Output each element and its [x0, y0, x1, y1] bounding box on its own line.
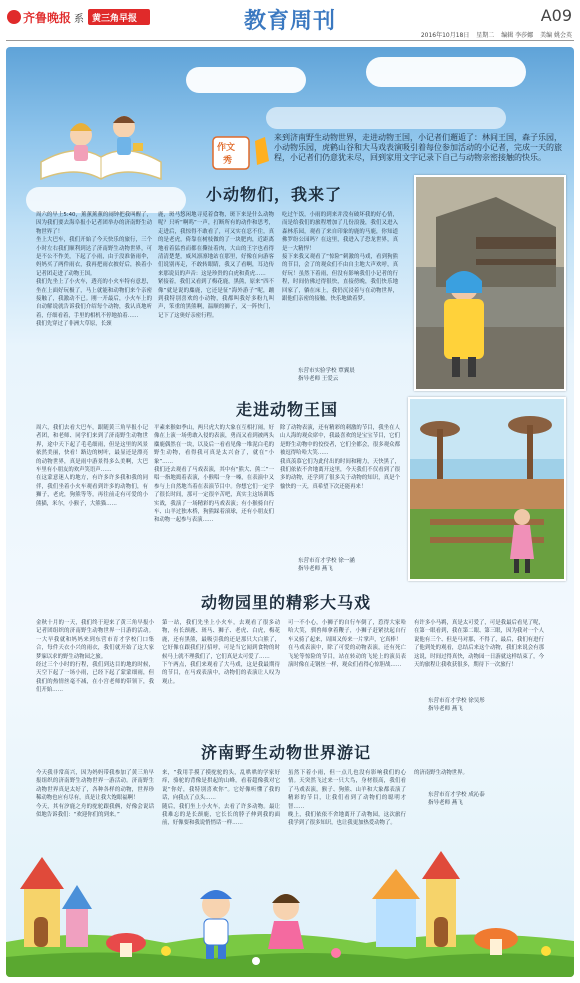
cloud-decoration — [266, 107, 506, 129]
article-1-col-2: 鹿，斑马悠闲地寻觅着食物，斑下来是什么动物呢？只听“啊呜”一声，打断所有的动作和思考，走进后，我惊得不敢看了，可又实在忍不住，真的是老虎，倚靠在树枝做的了一块肥肉，近距离地看着猛兽而都在撕扯着肉，大山的王字也看得清清楚楚，威风凛凛地站在那里，好像在向游客们说别再走，不敢转眼睛，我又了看啊，耳边传来那说员的声音：这是珍贵的白虎和黄虎…… 紧接着，我们又看到了梅花鹿，黑熊，原来“四不像”就是说的麋鹿，它还是征“海外游子”呢，蹦到我特别喜欢的小动物，我都叫我好多粉九叫声，笨重的黑熊啊，温顺的狮子，又一阵快门，记下了这奥好亲密行程。 — [158, 212, 274, 319]
masthead-rule — [6, 40, 574, 41]
author-name: 东营市育才学校 徐一涵 — [298, 558, 355, 564]
cloud-decoration — [366, 57, 526, 87]
article-title-1: 小动物们，我来了 — [206, 185, 343, 204]
article-3-byline — [428, 697, 485, 713]
article-3-col-2: 第一站，我们先坐上小火车，去观看了很多动物，有长颈鹿、斑马、狮子、老虎、白虎，梅花鹿，还有黑熊，最吸引我的还是那只大白熊了，它好像在跟我们打招呼，可是当它闻到食物的时候马上就不理我们了，它们真是太可爱了…… 下午两点，我们来观看了大马戏，这是我最期待的节目，在马戏表演中，动物们的表演让人叹为观止。 — [162, 620, 280, 685]
teacher-name: 指导老师 燕飞 — [428, 706, 463, 712]
article-4-col-3: 虽然下着小雨，但一点儿也没有影响我们的心情。天突然飞过来一只大鸟，身材很高，我们看了马戏表演，猴子、狗熊、山羊和大象都表演了精彩的节目，让我们看到了动物们的聪明才智…… 晚上，我们依依不舍地离开了动物园，这次旅行我学到了很多知识，也让我更加热爱动物了。 — [288, 770, 406, 827]
intro-badge — [211, 133, 271, 173]
svg-text:齐鲁晚报: 齐鲁晚报 — [23, 11, 72, 25]
author-name: 东营市实验学校 覃翼晨 — [298, 368, 355, 374]
article-2-col-2: 平素来猴如季山，两只虎大的大象在互相打闹，好像在上演一场勇敢入侵的表演，勇而又看到被两头麋鹿偶然在一块，以及后一看看见像一堆泥白毛的野生动物，看得我可真是太兴奋了，就在“小象”…… 我们还去观看了马戏表演，其中有“熊大、熊二”一唱一指地捣着表演，小猴唱一身一嗓，在表演中又参与上自然地当着在表演节目中。你想它们一定学了很长时间，那可一定很辛苦吧，真实主这场训练实战，我演了一场精彩的马戏表演；有小猴骑自行车、山羊过独木桥，狗熊踩着滚球，还有小朋友们和动物一起参与表演…… — [154, 425, 274, 524]
issue-weekday: 星期二 — [476, 32, 495, 39]
article-4-col-1: 今天我非常高兴，因为妈妈带我参加了黄三角早报组织的济南野生动物世界一游活动。济南野生动物世界真是太好了，各种各样的动物，世界珍稀动物也应有尽有，真是让我大饱眼福啊！ 今天，其有汐鹿之舟的驼驼跟我俩，好像会说话似地告诉我们：“欢迎你们的到来。” — [36, 770, 154, 819]
author-name: 东营市育才学校 徐吴彤 — [428, 698, 485, 704]
bottom-illustration — [6, 847, 574, 977]
article-4-byline — [428, 791, 485, 807]
cloud-decoration — [26, 187, 186, 213]
brand-logo-graphic — [6, 6, 156, 28]
article-2-photo — [408, 397, 566, 581]
svg-text:秀: 秀 — [223, 156, 233, 166]
brand-logo — [6, 6, 156, 28]
article-3-col-3: 可一不小心，小狮子的自行车倒了，惹得大家哈哈大笑，驯兽师拿着鞭子，小狮子赶紧扶起自行车又骑了起来，周围又传来一片掌声，它真棒！ 在马戏表演中，除了可爱的动物表演，还有死亡飞轮等惊险的节目，站在转动的飞轮上的演员表演时像在走钢丝一样，观众们看得心惊胆战…… — [288, 620, 406, 669]
issue-info — [416, 30, 572, 39]
article-title-2: 走进动物王国 — [236, 400, 339, 419]
article-2-col-1: 周六，我们去看大巴车，跟随黄三角早报小记者团，和老师、同学们来到了济南野生动物世界，途中天下起了毛毛细雨，但是这里的风景依然美丽，快看！路边的树叶，最显还是漂亮的动物世界，真是雨中游景得多么美啊，大巴车里有小朋友的欢声笑语声…… 在这蒙意迷人的地方，有许多许多我和我的同伴，我们坐着小火车观看到许多的动物们，有狮子，老虎，狗熊等等，再往前走有可爱的小熊猫，米尔，小猴子，大熊猫…… — [36, 425, 148, 507]
author-name: 东营市育才学校 成沁泰 — [428, 792, 485, 798]
content-panel — [6, 47, 574, 977]
svg-text:黄三角早报: 黄三角早报 — [92, 14, 138, 24]
designer-credit: 美编 姚会英 — [540, 32, 572, 39]
issue-date: 2016年10月18日 — [420, 32, 470, 39]
article-3-col-1: 金秋十月的一天，我们终于迎来了黄三角早报小记者团组织的济南野生动物世界一日游的活动。一大早我就和妈妈来到东营市育才学校门口集合，每件天衣小兴的雨衣，我们就开始了这大家梦寐以求的野生动物园之旅。 经过三个小时的行程，我们到达目的地的时候，天空下起了一场小雨，已经下起了蒙蒙细雨，但我们的热情丝毫不减，在小宫老师的带领下，我们开始…… — [36, 620, 154, 694]
masthead — [0, 0, 580, 44]
intro-paragraph: 来到济南野生动物世界，走进动物王国，小记者们邂逅了：林间王国，森子乐园，小动物乐园，虎鹤山谷和大马戏表演吸引着每位参加活动的小记者，完成一天的旅程，小记者们仍意犹未尽，回到家用文字记录下自己与动物亲密接触的快乐。 — [274, 133, 562, 162]
article-title-3: 动物园里的精彩大马戏 — [201, 593, 372, 612]
article-1-photo — [414, 175, 566, 391]
editor-credit: 编辑 李莎娜 — [501, 32, 534, 39]
teacher-name: 指导老师 燕飞 — [428, 800, 463, 806]
page-number: A09 — [540, 6, 572, 25]
teacher-name: 指导老师 王爱云 — [298, 376, 339, 382]
article-4-col-2: 来，“我用手摸了摸驼驼的头，乱哄哄的学家好痒，骆驼的背像是拱起的山峰，看着超像我对它说“你好，我特别喜欢你”。它好像听懂了我的话，向我点了点头…… 随后，我们坐上小火车，去看了许多动物。最让我难忘的是长颈鹿，它长长的脖子伸到我的面前，好像要和我说悄悄话一样…… — [162, 770, 280, 827]
article-3-col-4: 有许多小马羁，真是太可爱了，可是我最后看见了呢，在第一眼看到，我在第二眼、第三眼，因为我对一个人说他有三个、但是马对那，不得了，最后，我们有进行了他到处的观看，总结后来这个动物，我们来说会有那这说，时间过得真快，动物园一日游就这样结束了，今天的旅程让我收获很多，期待下一次旅行！ — [414, 620, 544, 669]
article-1-col-1: 周六的早上5:40，薰薰薰薰的闹钟把我叫醒了，因为我们要去海阜报小记者团举办的济南野生动物世界了！ 坐上大巴车，我们开始了今天快乐的旅行，三个小时左右我们顺利到达了济南野生动物世界，可是不公不作美，下起了小雨，由于没准备雨伞，妈妈买了两件雨衣，我再把雨衣披好后，换着小记者团走进了动物王国。 我们先坐上了小火车，透亮的小火车特有意思，坐在上面好玩极了，马上就能和动物们来个亲密接触了，我激动不已。刚一开最后，小火车上的自动解说就告诉我们介绍每个动物，我认真地听着，仔细看着，手里的相机不停地拍着…… 我们先穿过了非洲大草原，长颈 — [36, 212, 152, 328]
article-title-4: 济南野生动物世界游记 — [201, 743, 372, 762]
article-2-col-3: 除了动物表演，还有精彩的刺激的节目，我坐在人山人海的观众席中，我最喜欢的是宝宝节目，它们是野生动物中的佼佼者，它们全都会，很多观众都被逗得哈哈大笑…… 我真羡慕它们为此付出的时间和精力，天快黑了，我们依依不舍地离开这里，今天我们不仅看到了很多的动物，还学到了很多关于动物的知识，真是个愉快的一天，真希望下次还能再来！ — [280, 425, 400, 490]
article-2-byline — [298, 557, 355, 573]
article-1-col-3: 吃过午饭，小雨的到来并没有破坏我的好心情，而是给我们的旅程增加了几份浪漫，我们又进入森林乐园，观看了来自印象的鹿的马鹿，你知道佛罗纷公园吗？在这里，我进入了恐龙世界，真是一大精悍！ 接下来我又观看了“惊险”刺激的马戏，看到狗熊的节目，会了的观众们不由自主地大声欢呼，真好玩！虽然下着雨，但没有影响我们小记者的行程，时间仿佛过得很快，直接傍晚，我们快乐地回家了，躺在床上，我仍沉浸着与在动物世界，跟他们亲密的接触，快乐地做着梦。 — [282, 212, 398, 303]
section-title: 教育周刊 — [243, 9, 336, 34]
article-1-byline — [298, 367, 355, 383]
svg-text:作文: 作文 — [217, 143, 236, 153]
teacher-name: 指导老师 燕飞 — [298, 566, 333, 572]
book-kids-illustration — [36, 107, 166, 187]
article-4-col-4: 的济南野生动物世界。 — [414, 770, 468, 776]
cloud-decoration — [186, 67, 306, 93]
svg-text:系: 系 — [74, 14, 84, 25]
